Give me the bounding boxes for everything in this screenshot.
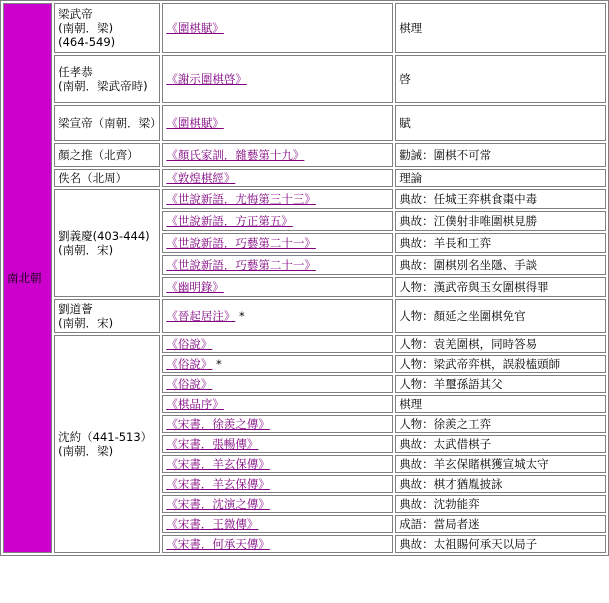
work-link[interactable]: 《宋書．羊玄保傳》 <box>166 457 270 471</box>
author-cell <box>54 55 160 103</box>
note-cell: 人物：袁羌圍棋，同時答易 <box>395 335 606 353</box>
author-cell <box>54 3 160 53</box>
note-cell: 賦 <box>395 105 606 141</box>
work-cell <box>162 515 393 533</box>
work-cell <box>162 169 393 187</box>
author-name: 顏之推（北齊） <box>58 148 139 162</box>
work-cell <box>162 233 393 253</box>
work-link[interactable]: 《圍棋賦》 <box>166 21 224 35</box>
author-name: 劉義慶(403-444) (南朝．宋) <box>58 229 150 257</box>
work-cell <box>162 375 393 393</box>
work-cell <box>162 535 393 553</box>
note-cell: 棋理 <box>395 395 606 413</box>
table-row <box>3 189 606 209</box>
author-name: 梁宣帝（南朝．梁） <box>58 116 162 130</box>
work-link[interactable]: 《俗說》 <box>166 337 213 351</box>
work-cell <box>162 3 393 53</box>
author-cell <box>54 169 160 187</box>
work-link[interactable]: 《晉起居注》 <box>166 309 236 323</box>
work-link[interactable]: 《俗說》 <box>166 357 213 371</box>
work-link[interactable]: 《俗說》 <box>166 377 213 391</box>
work-link[interactable]: 《棋品序》 <box>166 397 224 411</box>
work-cell <box>162 455 393 473</box>
note-cell: 典故：江僕射非唯圍棋見勝 <box>395 211 606 231</box>
work-link[interactable]: 《宋書．羊玄保傳》 <box>166 477 270 491</box>
work-cell <box>162 211 393 231</box>
work-link[interactable]: 《宋書．張暢傳》 <box>166 437 259 451</box>
note-cell: 人物：梁武帝弈棋，誤殺榼頭師 <box>395 355 606 373</box>
note-cell: 典故：圍棋別名坐隱、手談 <box>395 255 606 275</box>
note-cell: 典故：羊長和工弈 <box>395 233 606 253</box>
note-cell: 典故：棋才猶胤披詠 <box>395 475 606 493</box>
work-link[interactable]: 《世說新語．巧藝第二十一》 <box>166 236 316 250</box>
author-cell <box>54 299 160 333</box>
note-cell: 人物：羊璽孫語其父 <box>395 375 606 393</box>
table-row <box>3 299 606 333</box>
work-cell <box>162 335 393 353</box>
work-cell <box>162 299 393 333</box>
work-cell <box>162 277 393 297</box>
work-link[interactable]: 《世說新語．尤悔第三十三》 <box>166 192 316 206</box>
work-link[interactable]: 《敦煌棋經》 <box>166 171 236 185</box>
asterisk-mark: * <box>216 357 222 371</box>
author-name: 梁武帝 (南朝．梁) (464-549) <box>58 7 116 49</box>
work-link[interactable]: 《幽明錄》 <box>166 280 224 294</box>
note-cell: 勸誡：圍棋不可常 <box>395 143 606 167</box>
work-cell <box>162 143 393 167</box>
note-cell: 典故：太祖賜何承天以局子 <box>395 535 606 553</box>
work-cell <box>162 255 393 275</box>
work-cell <box>162 105 393 141</box>
author-cell <box>54 335 160 553</box>
author-name: 沈約（441-513） (南朝．梁) <box>58 430 153 458</box>
work-cell <box>162 495 393 513</box>
author-name: 佚名（北周） <box>58 171 128 185</box>
work-cell <box>162 55 393 103</box>
asterisk-mark: * <box>239 309 245 323</box>
table-row <box>3 143 606 167</box>
note-cell: 典故：沈勃能弈 <box>395 495 606 513</box>
author-name: 劉道薈 (南朝．宋) <box>58 302 114 330</box>
author-cell <box>54 189 160 297</box>
work-cell <box>162 435 393 453</box>
work-link[interactable]: 《顏氏家訓．雜藝第十九》 <box>166 148 305 162</box>
work-link[interactable]: 《宋書．沈演之傳》 <box>166 497 270 511</box>
note-cell: 典故：羊玄保賭棋獲宣城太守 <box>395 455 606 473</box>
table-row <box>3 169 606 187</box>
note-cell: 理論 <box>395 169 606 187</box>
author-cell <box>54 105 160 141</box>
work-link[interactable]: 《宋書．何承天傳》 <box>166 537 270 551</box>
table-row <box>3 105 606 141</box>
note-cell: 典故：任城王弈棋食棗中毒 <box>395 189 606 209</box>
note-cell: 人物：顏延之坐圍棋免官 <box>395 299 606 333</box>
note-cell: 典故：太武借棋子 <box>395 435 606 453</box>
table-row <box>3 55 606 103</box>
work-cell <box>162 189 393 209</box>
work-cell <box>162 415 393 433</box>
note-cell: 棋理 <box>395 3 606 53</box>
work-cell <box>162 475 393 493</box>
note-cell: 啓 <box>395 55 606 103</box>
note-cell: 成語：當局者迷 <box>395 515 606 533</box>
era-cell: 南北朝 <box>3 3 52 553</box>
author-name: 任孝恭 (南朝．梁武帝時) <box>58 65 148 93</box>
work-cell <box>162 395 393 413</box>
note-cell: 人物：漢武帝與玉女圍棋得罪 <box>395 277 606 297</box>
table-row <box>3 3 606 53</box>
work-cell <box>162 355 393 373</box>
work-link[interactable]: 《世說新語．巧藝第二十一》 <box>166 258 316 272</box>
work-link[interactable]: 《宋書．徐羨之傳》 <box>166 417 270 431</box>
table-row <box>3 335 606 353</box>
author-cell <box>54 143 160 167</box>
work-link[interactable]: 《謝示圍棋啓》 <box>166 72 247 86</box>
work-link[interactable]: 《世說新語．方正第五》 <box>166 214 293 228</box>
note-cell: 人物：徐羨之工弈 <box>395 415 606 433</box>
work-link[interactable]: 《圍棋賦》 <box>166 116 224 130</box>
work-link[interactable]: 《宋書．王微傳》 <box>166 517 259 531</box>
